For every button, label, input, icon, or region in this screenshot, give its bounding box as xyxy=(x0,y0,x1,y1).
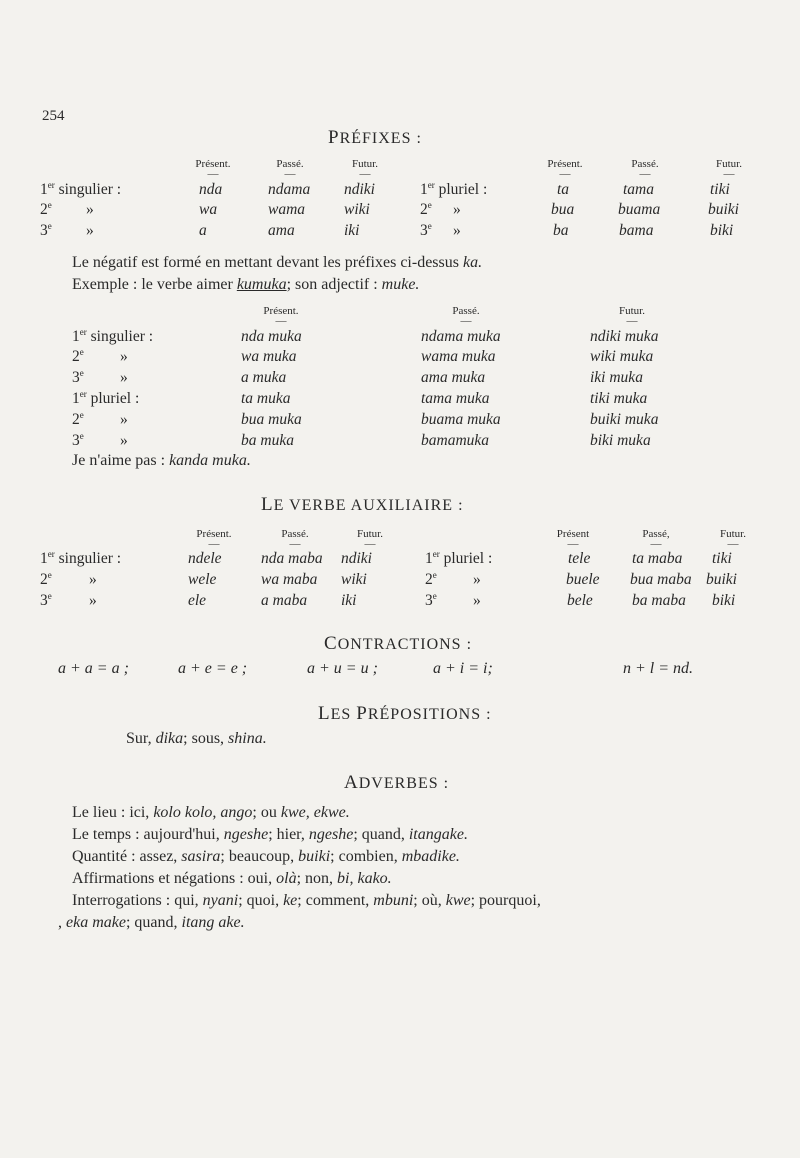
header-passe: Passé. — xyxy=(276,158,304,180)
cell: wama xyxy=(268,201,306,218)
section-title-adverbes: ADVERBES : xyxy=(344,772,450,793)
cell: ba maba xyxy=(632,592,686,609)
cell: wiki xyxy=(344,201,370,218)
person-label: 1er singulier : xyxy=(72,326,154,345)
ditto-mark: » xyxy=(89,592,97,609)
cell: ta muka xyxy=(241,390,291,407)
cell: iki muka xyxy=(590,369,643,386)
section-title-prefixes: PRÉFIXES : xyxy=(328,127,422,148)
person-label: 3e xyxy=(420,220,432,239)
section-title-prepositions: LES PRÉPOSITIONS : xyxy=(318,703,492,724)
cell: tele xyxy=(568,550,591,567)
cell: nda maba xyxy=(261,550,323,567)
cell: tiki xyxy=(710,181,730,198)
cell: biki xyxy=(712,592,736,609)
negation-line-2: Exemple : le verbe aimer kumuka; son adjectif : muke. xyxy=(72,276,420,293)
je-naime-pas: Je n'aime pas : kanda muka. xyxy=(72,452,251,469)
cell: buiki muka xyxy=(590,411,659,428)
cell: bua muka xyxy=(241,411,302,428)
cell: tama xyxy=(623,181,654,198)
cell: ndiki xyxy=(341,550,372,567)
ditto-mark: » xyxy=(453,201,461,218)
cell: ba muka xyxy=(241,432,294,449)
cell: wiki muka xyxy=(590,348,654,365)
cell: buama xyxy=(618,201,661,218)
person-label: 2e xyxy=(72,409,84,428)
cell: ndama muka xyxy=(421,328,501,345)
cell: ndele xyxy=(188,550,222,567)
adverbes-affirmations: Affirmations et négations : oui, olà; non, bi, kako. xyxy=(72,870,392,887)
cell: biki muka xyxy=(590,432,651,449)
cell: wa xyxy=(199,201,218,218)
cell: bele xyxy=(567,592,593,609)
cell: bua maba xyxy=(630,571,692,588)
cell: buele xyxy=(566,571,600,588)
cell: buiki xyxy=(708,201,739,218)
cell: tiki xyxy=(712,550,732,567)
header-futur: Futur. — xyxy=(352,158,378,180)
ditto-mark: » xyxy=(86,222,94,239)
person-label: 1er singulier : xyxy=(40,179,122,198)
cell: bama xyxy=(619,222,654,239)
section-title-auxiliaire: LE VERBE AUXILIAIRE : xyxy=(261,494,464,515)
header-futur: Futur. — xyxy=(357,528,383,550)
contraction-item: n + l = nd. xyxy=(623,660,694,677)
contraction-item: a + a = a ; xyxy=(58,660,129,677)
cell: ndiki xyxy=(344,181,375,198)
cell: ama muka xyxy=(421,369,486,386)
cell: ta maba xyxy=(632,550,683,567)
person-label: 1er pluriel : xyxy=(72,388,140,407)
cell: bua xyxy=(551,201,575,218)
cell: buiki xyxy=(706,571,737,588)
cell: nda xyxy=(199,181,223,198)
adverbes-interrogations-cont: , eka make; quand, itang ake. xyxy=(58,914,245,931)
person-label: 1er singulier : xyxy=(40,548,122,567)
cell: tama muka xyxy=(421,390,490,407)
ditto-mark: » xyxy=(89,571,97,588)
ditto-mark: » xyxy=(120,348,128,365)
person-label: 2e xyxy=(425,569,437,588)
person-label: 1er pluriel : xyxy=(425,548,493,567)
header-present-plural: Présent. — xyxy=(547,158,583,180)
person-label: 2e xyxy=(40,199,52,218)
header-present-plural: Présent — xyxy=(556,528,590,550)
header-futur-plural: Futur. — xyxy=(720,528,746,550)
cell: wama muka xyxy=(421,348,496,365)
ditto-mark: » xyxy=(473,571,481,588)
cell: ta xyxy=(557,181,570,198)
cell: ndama xyxy=(268,181,311,198)
cell: ndiki muka xyxy=(590,328,659,345)
ditto-mark: » xyxy=(453,222,461,239)
header-present: Présent. — xyxy=(196,528,232,550)
cell: ama xyxy=(268,222,295,239)
cell: bamamuka xyxy=(421,432,490,449)
person-label: 3e xyxy=(72,367,84,386)
cell: biki xyxy=(710,222,734,239)
person-label: 3e xyxy=(40,220,52,239)
header-futur-plural: Futur. — xyxy=(716,158,742,180)
adverbes-lieu: Le lieu : ici, kolo kolo, ango; ou kwe, ekwe. xyxy=(72,804,350,821)
cell: wa maba xyxy=(261,571,318,588)
ditto-mark: » xyxy=(120,411,128,428)
cell: wiki xyxy=(341,571,367,588)
cell: a muka xyxy=(241,369,287,386)
contraction-item: a + i = i; xyxy=(433,660,493,677)
cell: ba xyxy=(553,222,569,239)
header-futur: Futur. — xyxy=(619,305,645,327)
person-label: 1er pluriel : xyxy=(420,179,488,198)
contraction-item: a + u = u ; xyxy=(307,660,378,677)
adverbes-temps: Le temps : aujourd'hui, ngeshe; hier, ngeshe; quand, itangake. xyxy=(72,826,468,843)
adverbes-quantite: Quantité : assez, sasira; beaucoup, buiki; combien, mbadike. xyxy=(72,848,460,865)
adverbes-interrogations: Interrogations : qui, nyani; quoi, ke; comment, mbuni; où, kwe; pourquoi, xyxy=(72,892,541,909)
prepositions-line: Sur, dika; sous, shina. xyxy=(126,730,267,747)
person-label: 3e xyxy=(425,590,437,609)
cell: ele xyxy=(188,592,207,609)
ditto-mark: » xyxy=(120,369,128,386)
person-label: 3e xyxy=(72,430,84,449)
person-label: 3e xyxy=(40,590,52,609)
person-label: 2e xyxy=(72,346,84,365)
ditto-mark: » xyxy=(86,201,94,218)
cell: tiki muka xyxy=(590,390,648,407)
person-label: 2e xyxy=(40,569,52,588)
cell: nda muka xyxy=(241,328,302,345)
person-label: 2e xyxy=(420,199,432,218)
ditto-mark: » xyxy=(120,432,128,449)
header-passe: Passé. — xyxy=(452,305,480,327)
negation-line-1: Le négatif est formé en mettant devant les préfixes ci-dessus ka. xyxy=(72,254,483,271)
contraction-item: a + e = e ; xyxy=(178,660,248,677)
cell: wele xyxy=(188,571,217,588)
cell: wa muka xyxy=(241,348,297,365)
cell: a xyxy=(199,222,207,239)
cell: iki xyxy=(341,592,357,609)
cell: iki xyxy=(344,222,360,239)
header-present: Présent. — xyxy=(263,305,299,327)
cell: a maba xyxy=(261,592,308,609)
cell: buama muka xyxy=(421,411,501,428)
ditto-mark: » xyxy=(473,592,481,609)
header-passe: Passé. — xyxy=(281,528,309,550)
header-passe-plural: Passé, — xyxy=(642,528,670,550)
section-title-contractions: CONTRACTIONS : xyxy=(324,633,473,654)
header-present: Présent. — xyxy=(195,158,231,180)
page-number: 254 xyxy=(42,108,65,124)
header-passe-plural: Passé. — xyxy=(631,158,659,180)
